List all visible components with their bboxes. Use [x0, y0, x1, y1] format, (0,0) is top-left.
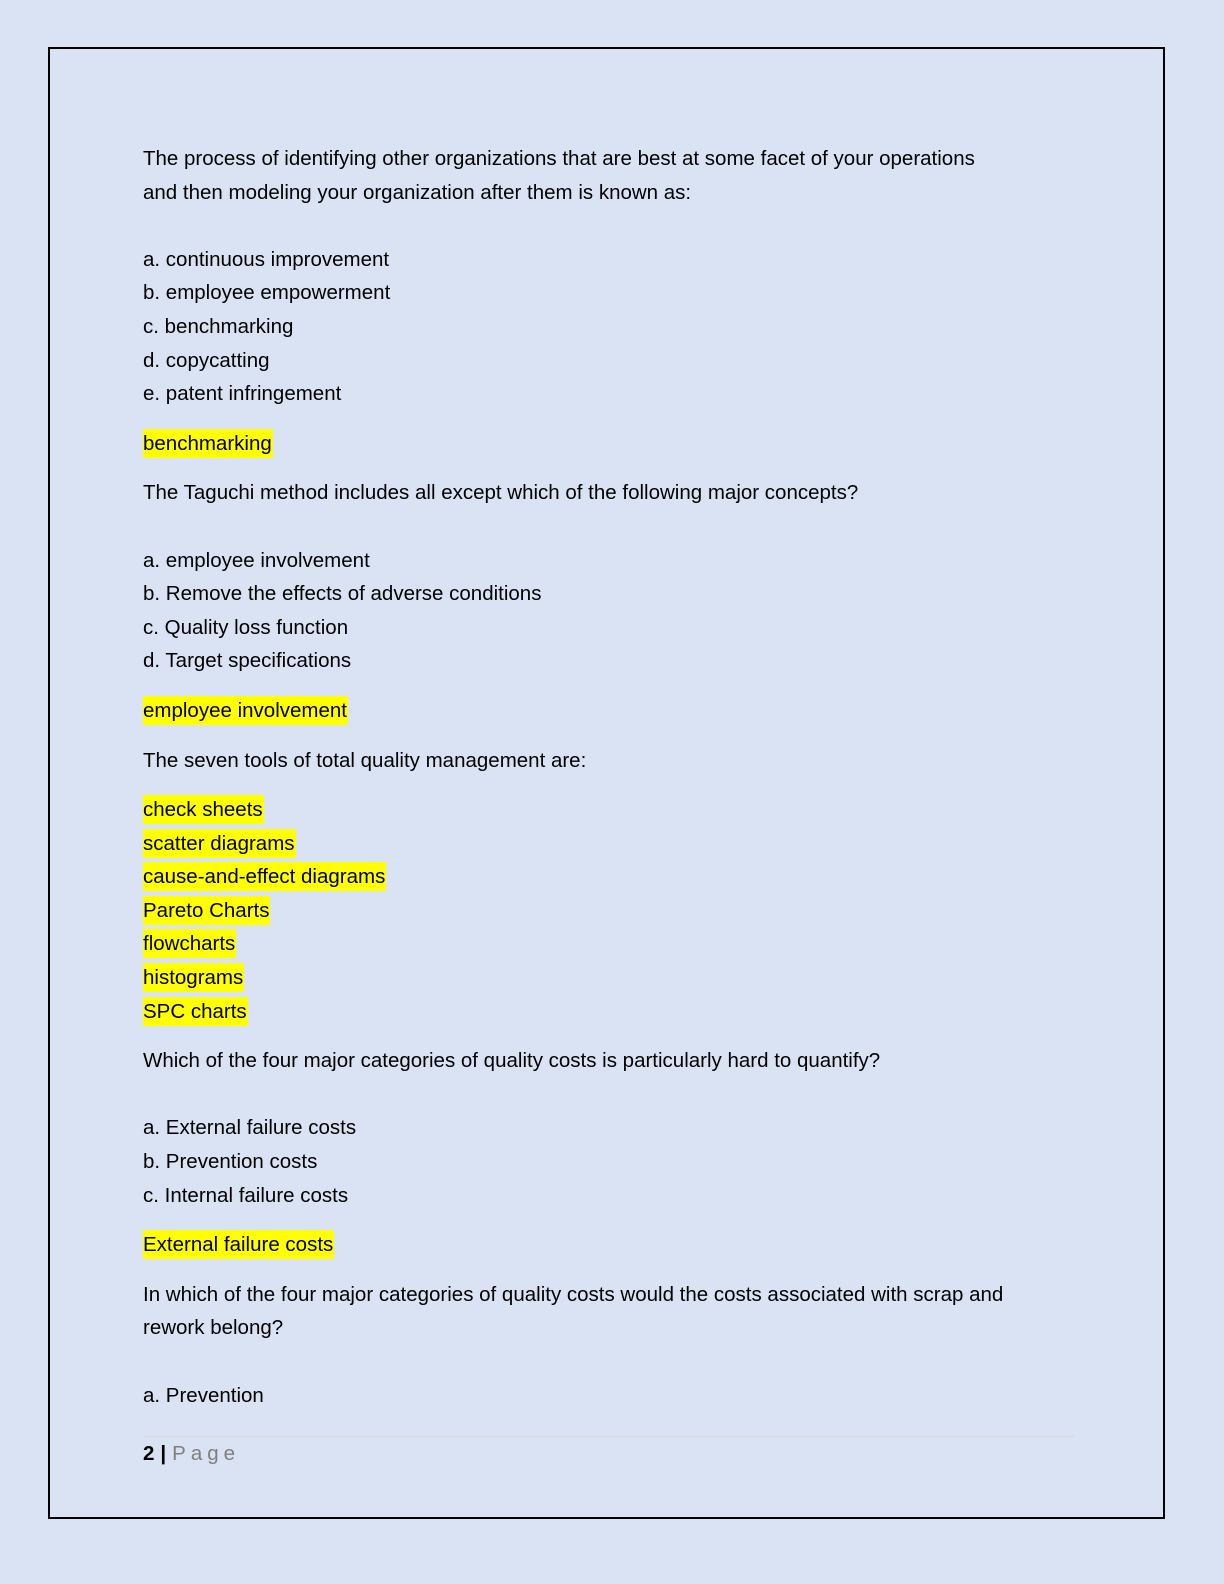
highlighted-answer: histograms [143, 963, 244, 992]
question-stem: and then modeling your organization after them is known as: [143, 180, 692, 204]
highlighted-answer: benchmarking [143, 429, 273, 458]
question-block [143, 476, 1078, 743]
highlighted-answer: check sheets [143, 795, 264, 824]
answer-option: e. patent infringement [143, 382, 342, 406]
question-block [143, 1278, 1078, 1412]
document-body [143, 142, 1078, 1412]
question-stem: The process of identifying other organizations that are best at some facet of your operations [143, 147, 975, 170]
question-stem: rework belong? [143, 1316, 284, 1340]
answer-option: c. Internal failure costs [143, 1183, 349, 1207]
question-stem: The Taguchi method includes all except which of the following major concepts? [143, 481, 859, 505]
footer-divider [143, 1436, 1074, 1437]
question-block [143, 744, 1078, 1045]
question-stem: In which of the four major categories of quality costs would the costs associated with scrap and [143, 1282, 1004, 1306]
highlighted-answer: flowcharts [143, 929, 236, 958]
answer-option: c. benchmarking [143, 314, 294, 338]
question-block [143, 1044, 1078, 1278]
answer-option: b. Prevention costs [143, 1150, 318, 1174]
answer-option: d. copycatting [143, 348, 270, 372]
question-stem: The seven tools of total quality management are: [143, 748, 587, 772]
page-label: Page [172, 1442, 241, 1465]
question-stem: Which of the four major categories of quality costs is particularly hard to quantify? [143, 1049, 881, 1073]
highlighted-answer: External failure costs [143, 1230, 334, 1259]
footer-separator: | [160, 1442, 167, 1465]
highlighted-answer: SPC charts [143, 997, 248, 1026]
answer-option: d. Target specifications [143, 649, 352, 673]
page-number: 2 [143, 1442, 155, 1465]
question-block [143, 142, 1078, 476]
highlighted-answer: cause-and-effect diagrams [143, 862, 386, 891]
answer-option: a. Prevention [143, 1383, 264, 1407]
answer-option: b. Remove the effects of adverse conditions [143, 582, 542, 606]
answer-option: b. employee empowerment [143, 281, 391, 305]
answer-option: c. Quality loss function [143, 615, 349, 639]
page-footer [143, 1440, 240, 1468]
answer-option: a. employee involvement [143, 548, 370, 572]
answer-option: a. continuous improvement [143, 247, 390, 271]
highlighted-answer: employee involvement [143, 696, 348, 725]
answer-option: a. External failure costs [143, 1116, 357, 1140]
highlighted-answer: Pareto Charts [143, 896, 270, 925]
highlighted-answer: scatter diagrams [143, 829, 296, 858]
